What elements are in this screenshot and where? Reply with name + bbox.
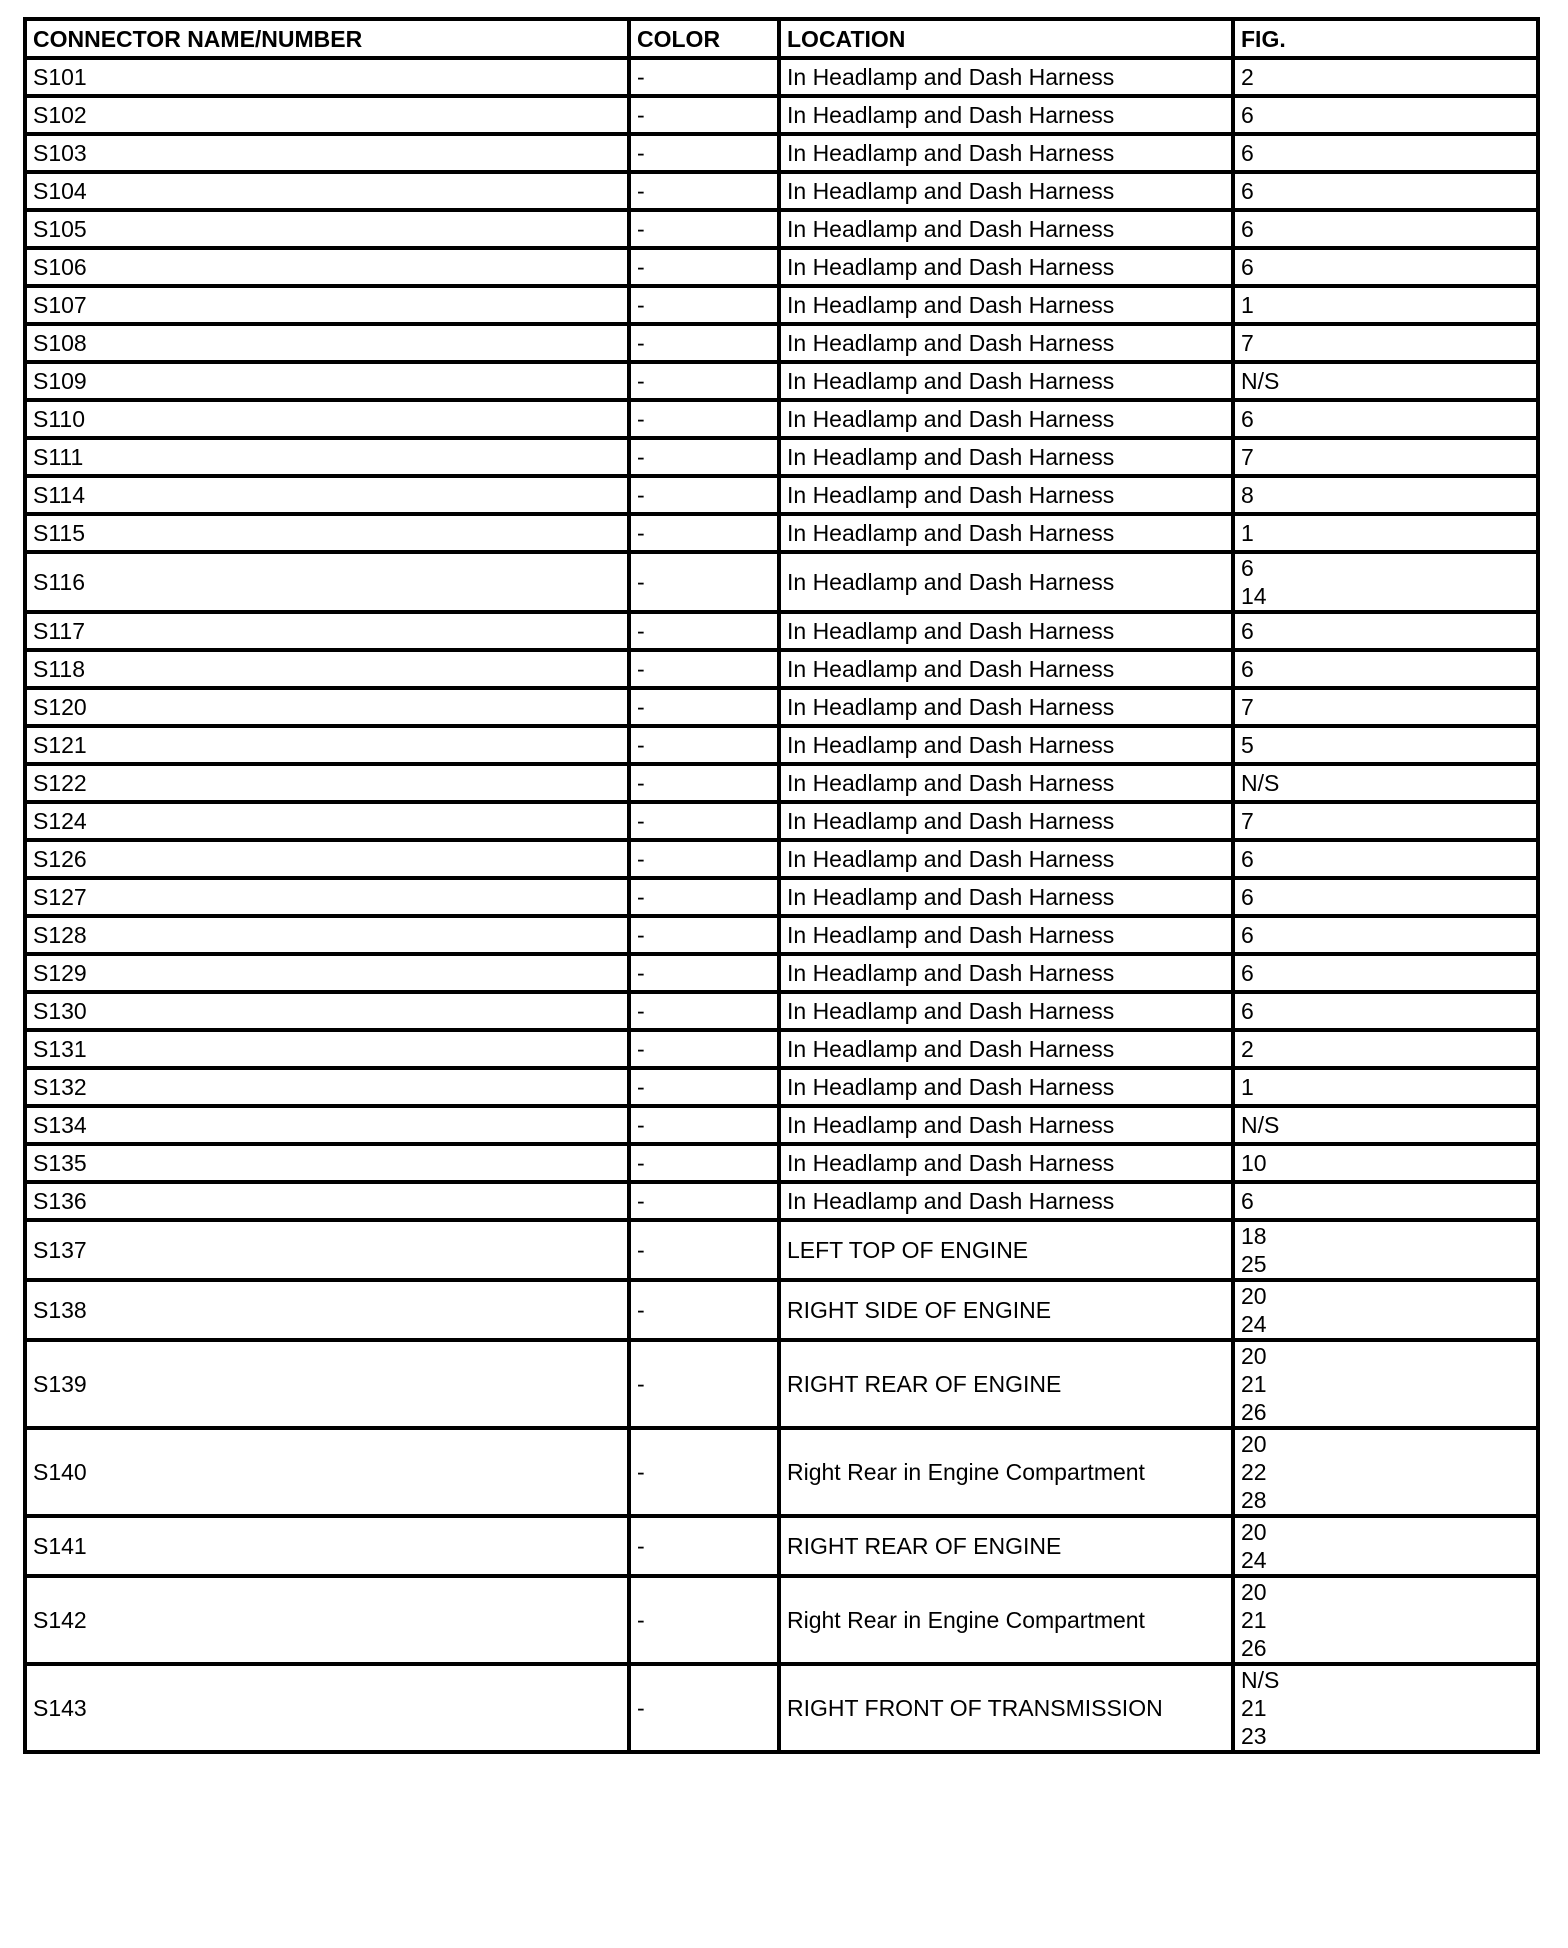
table-row	[25, 726, 1538, 764]
fig-value: 6	[1241, 922, 1254, 948]
fig-cell	[1233, 688, 1538, 726]
table-row	[25, 286, 1538, 324]
fig-cell	[1233, 764, 1538, 802]
connector-name-cell: S117	[25, 612, 629, 650]
color-cell: -	[629, 1576, 779, 1664]
connector-name-cell: S107	[25, 286, 629, 324]
table-row	[25, 324, 1538, 362]
location-cell: RIGHT SIDE OF ENGINE	[779, 1280, 1233, 1340]
color-cell: -	[629, 286, 779, 324]
connector-name-cell: S104	[25, 172, 629, 210]
table-row	[25, 248, 1538, 286]
table-row	[25, 1340, 1538, 1428]
color-cell: -	[629, 1144, 779, 1182]
location-cell: In Headlamp and Dash Harness	[779, 764, 1233, 802]
color-cell: -	[629, 612, 779, 650]
color-cell: -	[629, 802, 779, 840]
connector-name-cell: S121	[25, 726, 629, 764]
color-cell: -	[629, 726, 779, 764]
table-row	[25, 1144, 1538, 1182]
location-cell: Right Rear in Engine Compartment	[779, 1576, 1233, 1664]
location-cell: In Headlamp and Dash Harness	[779, 400, 1233, 438]
table-row	[25, 96, 1538, 134]
connector-name-cell: S105	[25, 210, 629, 248]
fig-value: 21	[1241, 1695, 1267, 1721]
fig-value: 6	[1241, 1188, 1254, 1214]
fig-value: 6	[1241, 102, 1254, 128]
color-cell: -	[629, 1516, 779, 1576]
location-cell: In Headlamp and Dash Harness	[779, 1144, 1233, 1182]
fig-cell	[1233, 210, 1538, 248]
connector-name-cell: S134	[25, 1106, 629, 1144]
column-header-color: COLOR	[629, 19, 779, 58]
location-cell: In Headlamp and Dash Harness	[779, 210, 1233, 248]
table-row	[25, 172, 1538, 210]
connector-name-cell: S118	[25, 650, 629, 688]
fig-value: 20	[1241, 1519, 1267, 1545]
fig-value: 6	[1241, 618, 1254, 644]
color-cell: -	[629, 438, 779, 476]
location-cell: In Headlamp and Dash Harness	[779, 878, 1233, 916]
fig-cell	[1233, 840, 1538, 878]
table-body	[25, 58, 1538, 1752]
location-cell: In Headlamp and Dash Harness	[779, 688, 1233, 726]
color-cell: -	[629, 840, 779, 878]
fig-value: 7	[1241, 694, 1254, 720]
fig-value: 6	[1241, 178, 1254, 204]
location-cell: In Headlamp and Dash Harness	[779, 362, 1233, 400]
location-cell: In Headlamp and Dash Harness	[779, 248, 1233, 286]
connector-name-cell: S116	[25, 552, 629, 612]
color-cell: -	[629, 992, 779, 1030]
color-cell: -	[629, 878, 779, 916]
connector-name-cell: S102	[25, 96, 629, 134]
fig-value: 6	[1241, 884, 1254, 910]
connector-table	[23, 17, 1540, 1754]
location-cell: In Headlamp and Dash Harness	[779, 476, 1233, 514]
table-row	[25, 476, 1538, 514]
fig-value: 21	[1241, 1607, 1267, 1633]
table-row	[25, 1106, 1538, 1144]
fig-cell	[1233, 96, 1538, 134]
table-row	[25, 992, 1538, 1030]
color-cell: -	[629, 1340, 779, 1428]
fig-cell	[1233, 1106, 1538, 1144]
location-cell: In Headlamp and Dash Harness	[779, 286, 1233, 324]
table-row	[25, 362, 1538, 400]
fig-value: N/S	[1241, 770, 1280, 796]
color-cell: -	[629, 1030, 779, 1068]
fig-cell	[1233, 1428, 1538, 1516]
location-cell: In Headlamp and Dash Harness	[779, 1068, 1233, 1106]
location-cell: In Headlamp and Dash Harness	[779, 1106, 1233, 1144]
connector-name-cell: S127	[25, 878, 629, 916]
fig-cell	[1233, 1576, 1538, 1664]
fig-value: 6	[1241, 216, 1254, 242]
table-row	[25, 1030, 1538, 1068]
connector-name-cell: S136	[25, 1182, 629, 1220]
location-cell: RIGHT FRONT OF TRANSMISSION	[779, 1664, 1233, 1752]
fig-cell	[1233, 58, 1538, 96]
fig-value: 7	[1241, 808, 1254, 834]
connector-name-cell: S128	[25, 916, 629, 954]
fig-cell	[1233, 1516, 1538, 1576]
table-row	[25, 438, 1538, 476]
location-cell: In Headlamp and Dash Harness	[779, 840, 1233, 878]
color-cell: -	[629, 552, 779, 612]
connector-name-cell: S141	[25, 1516, 629, 1576]
color-cell: -	[629, 134, 779, 172]
location-cell: Right Rear in Engine Compartment	[779, 1428, 1233, 1516]
fig-value: 20	[1241, 1283, 1267, 1309]
table-row	[25, 612, 1538, 650]
table-row	[25, 1182, 1538, 1220]
color-cell: -	[629, 688, 779, 726]
fig-cell	[1233, 286, 1538, 324]
fig-cell	[1233, 552, 1538, 612]
location-cell: In Headlamp and Dash Harness	[779, 650, 1233, 688]
fig-cell	[1233, 954, 1538, 992]
fig-value: 2	[1241, 1036, 1254, 1062]
fig-value: 5	[1241, 732, 1254, 758]
fig-value: 1	[1241, 520, 1254, 546]
table-row	[25, 1068, 1538, 1106]
fig-value: 8	[1241, 482, 1254, 508]
table-row	[25, 688, 1538, 726]
fig-cell	[1233, 1068, 1538, 1106]
fig-value: 25	[1241, 1251, 1267, 1277]
color-cell: -	[629, 96, 779, 134]
fig-value: 20	[1241, 1343, 1267, 1369]
color-cell: -	[629, 58, 779, 96]
column-header-location: LOCATION	[779, 19, 1233, 58]
fig-value: 7	[1241, 330, 1254, 356]
color-cell: -	[629, 210, 779, 248]
table-row	[25, 134, 1538, 172]
location-cell: In Headlamp and Dash Harness	[779, 552, 1233, 612]
fig-cell	[1233, 438, 1538, 476]
fig-value: 6	[1241, 998, 1254, 1024]
connector-name-cell: S115	[25, 514, 629, 552]
location-cell: RIGHT REAR OF ENGINE	[779, 1516, 1233, 1576]
table-row	[25, 1576, 1538, 1664]
location-cell: In Headlamp and Dash Harness	[779, 612, 1233, 650]
color-cell: -	[629, 650, 779, 688]
fig-value: 14	[1241, 583, 1267, 609]
connector-name-cell: S130	[25, 992, 629, 1030]
fig-cell	[1233, 1220, 1538, 1280]
location-cell: In Headlamp and Dash Harness	[779, 324, 1233, 362]
fig-value: 26	[1241, 1635, 1267, 1661]
fig-cell	[1233, 1030, 1538, 1068]
fig-value: 24	[1241, 1311, 1267, 1337]
fig-cell	[1233, 514, 1538, 552]
connector-name-cell: S108	[25, 324, 629, 362]
table-row	[25, 210, 1538, 248]
connector-name-cell: S110	[25, 400, 629, 438]
connector-name-cell: S111	[25, 438, 629, 476]
color-cell: -	[629, 1280, 779, 1340]
connector-name-cell: S137	[25, 1220, 629, 1280]
connector-name-cell: S132	[25, 1068, 629, 1106]
fig-value: 6	[1241, 960, 1254, 986]
table-row	[25, 514, 1538, 552]
location-cell: In Headlamp and Dash Harness	[779, 514, 1233, 552]
fig-cell	[1233, 650, 1538, 688]
location-cell: In Headlamp and Dash Harness	[779, 172, 1233, 210]
connector-name-cell: S106	[25, 248, 629, 286]
connector-name-cell: S109	[25, 362, 629, 400]
table-row	[25, 1516, 1538, 1576]
color-cell: -	[629, 1664, 779, 1752]
fig-value: 26	[1241, 1399, 1267, 1425]
connector-name-cell: S140	[25, 1428, 629, 1516]
connector-name-cell: S120	[25, 688, 629, 726]
location-cell: LEFT TOP OF ENGINE	[779, 1220, 1233, 1280]
fig-value: 21	[1241, 1371, 1267, 1397]
fig-value: 10	[1241, 1150, 1267, 1176]
table-row	[25, 650, 1538, 688]
fig-value: 7	[1241, 444, 1254, 470]
table-row	[25, 1664, 1538, 1752]
location-cell: In Headlamp and Dash Harness	[779, 438, 1233, 476]
fig-cell	[1233, 400, 1538, 438]
fig-cell	[1233, 362, 1538, 400]
location-cell: In Headlamp and Dash Harness	[779, 134, 1233, 172]
color-cell: -	[629, 1428, 779, 1516]
location-cell: In Headlamp and Dash Harness	[779, 58, 1233, 96]
connector-name-cell: S124	[25, 802, 629, 840]
fig-cell	[1233, 1182, 1538, 1220]
table-row	[25, 1280, 1538, 1340]
connector-name-cell: S138	[25, 1280, 629, 1340]
color-cell: -	[629, 764, 779, 802]
location-cell: In Headlamp and Dash Harness	[779, 992, 1233, 1030]
fig-cell	[1233, 248, 1538, 286]
fig-value: N/S	[1241, 1667, 1280, 1693]
fig-cell	[1233, 134, 1538, 172]
color-cell: -	[629, 916, 779, 954]
fig-value: 6	[1241, 555, 1254, 581]
fig-value: 22	[1241, 1459, 1267, 1485]
fig-value: 6	[1241, 140, 1254, 166]
color-cell: -	[629, 1182, 779, 1220]
fig-cell	[1233, 1664, 1538, 1752]
column-header-fig: FIG.	[1233, 19, 1538, 58]
fig-value: 1	[1241, 292, 1254, 318]
table-row	[25, 58, 1538, 96]
table-row	[25, 954, 1538, 992]
table-row	[25, 552, 1538, 612]
connector-name-cell: S142	[25, 1576, 629, 1664]
location-cell: In Headlamp and Dash Harness	[779, 802, 1233, 840]
table-row	[25, 878, 1538, 916]
fig-cell	[1233, 802, 1538, 840]
location-cell: RIGHT REAR OF ENGINE	[779, 1340, 1233, 1428]
connector-name-cell: S131	[25, 1030, 629, 1068]
table-row	[25, 1428, 1538, 1516]
color-cell: -	[629, 476, 779, 514]
fig-cell	[1233, 878, 1538, 916]
color-cell: -	[629, 172, 779, 210]
color-cell: -	[629, 362, 779, 400]
fig-cell	[1233, 1340, 1538, 1428]
fig-cell	[1233, 992, 1538, 1030]
color-cell: -	[629, 954, 779, 992]
location-cell: In Headlamp and Dash Harness	[779, 916, 1233, 954]
connector-name-cell: S129	[25, 954, 629, 992]
location-cell: In Headlamp and Dash Harness	[779, 726, 1233, 764]
fig-value: 6	[1241, 406, 1254, 432]
color-cell: -	[629, 514, 779, 552]
table-row	[25, 1220, 1538, 1280]
color-cell: -	[629, 324, 779, 362]
fig-value: 23	[1241, 1723, 1267, 1749]
color-cell: -	[629, 1106, 779, 1144]
connector-name-cell: S139	[25, 1340, 629, 1428]
fig-value: 6	[1241, 846, 1254, 872]
color-cell: -	[629, 1220, 779, 1280]
fig-cell	[1233, 1144, 1538, 1182]
location-cell: In Headlamp and Dash Harness	[779, 1030, 1233, 1068]
location-cell: In Headlamp and Dash Harness	[779, 1182, 1233, 1220]
color-cell: -	[629, 400, 779, 438]
table-row	[25, 802, 1538, 840]
connector-name-cell: S101	[25, 58, 629, 96]
fig-value: N/S	[1241, 368, 1280, 394]
fig-value: 24	[1241, 1547, 1267, 1573]
fig-cell	[1233, 1280, 1538, 1340]
color-cell: -	[629, 1068, 779, 1106]
fig-value: 6	[1241, 254, 1254, 280]
fig-value: 2	[1241, 64, 1254, 90]
location-cell: In Headlamp and Dash Harness	[779, 954, 1233, 992]
connector-name-cell: S114	[25, 476, 629, 514]
connector-name-cell: S143	[25, 1664, 629, 1752]
connector-name-cell: S103	[25, 134, 629, 172]
table-row	[25, 764, 1538, 802]
fig-value: 6	[1241, 656, 1254, 682]
fig-cell	[1233, 172, 1538, 210]
fig-value: 20	[1241, 1579, 1267, 1605]
connector-name-cell: S122	[25, 764, 629, 802]
fig-cell	[1233, 324, 1538, 362]
table-row	[25, 400, 1538, 438]
table-row	[25, 840, 1538, 878]
table-row	[25, 916, 1538, 954]
fig-value: N/S	[1241, 1112, 1280, 1138]
fig-cell	[1233, 476, 1538, 514]
fig-cell	[1233, 612, 1538, 650]
fig-value: 18	[1241, 1223, 1267, 1249]
connector-name-cell: S135	[25, 1144, 629, 1182]
location-cell: In Headlamp and Dash Harness	[779, 96, 1233, 134]
fig-cell	[1233, 916, 1538, 954]
connector-name-cell: S126	[25, 840, 629, 878]
fig-value: 28	[1241, 1487, 1267, 1513]
fig-value: 20	[1241, 1431, 1267, 1457]
color-cell: -	[629, 248, 779, 286]
fig-cell	[1233, 726, 1538, 764]
fig-value: 1	[1241, 1074, 1254, 1100]
column-header-connector: CONNECTOR NAME/NUMBER	[25, 19, 629, 58]
table-header-row	[25, 19, 1538, 58]
